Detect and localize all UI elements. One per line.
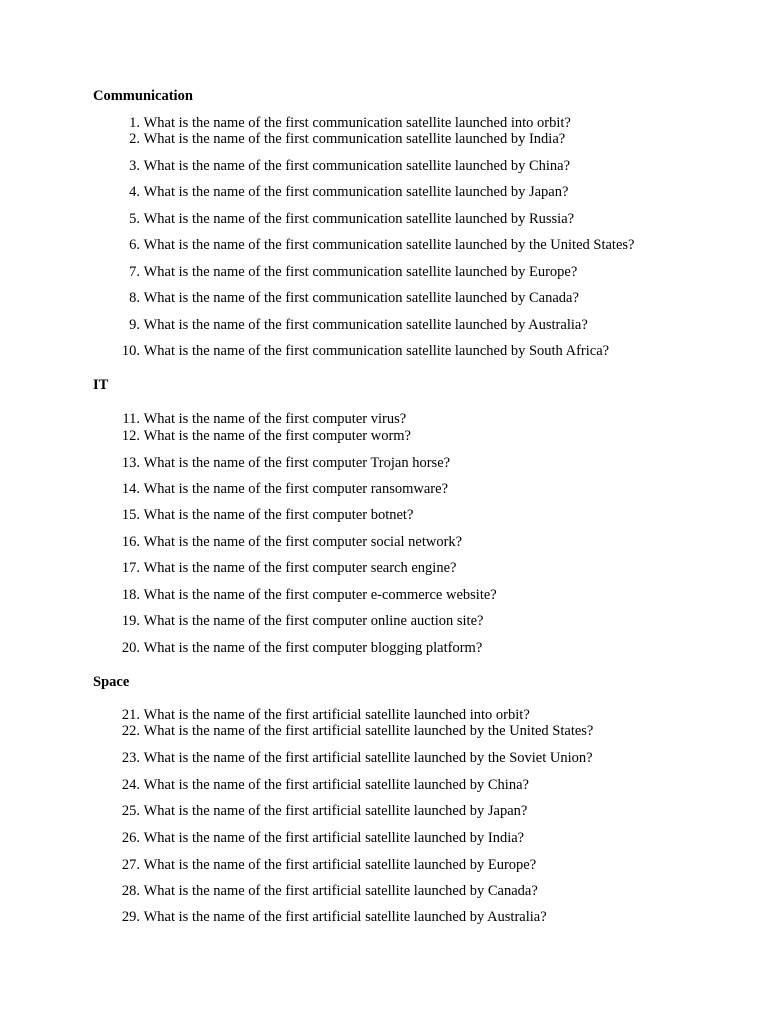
item-text: What is the name of the first artificial satellite launched by Canada? xyxy=(143,883,538,899)
item-number: 6. xyxy=(129,237,140,253)
item-text: What is the name of the first computer Trojan horse? xyxy=(143,455,451,471)
item-number: 17. xyxy=(121,560,140,576)
item-text: What is the name of the first artificial satellite launched by the United States? xyxy=(143,723,594,739)
item-text: What is the name of the first computer botnet? xyxy=(143,507,414,523)
item-number: 23. xyxy=(121,750,140,766)
item-text: What is the name of the first communication satellite launched by Europe? xyxy=(143,264,578,280)
item-number: 7. xyxy=(129,264,140,280)
item-text: What is the name of the first computer online auction site? xyxy=(143,613,484,629)
list-item xyxy=(104,612,483,630)
list-item xyxy=(104,157,570,175)
item-text: What is the name of the first computer search engine? xyxy=(143,560,457,576)
item-number: 5. xyxy=(129,211,140,227)
list-item xyxy=(104,908,547,926)
list-item xyxy=(104,236,634,254)
section-heading-communication: Communication xyxy=(93,88,193,104)
item-text: What is the name of the first artificial satellite launched by Australia? xyxy=(143,909,547,925)
item-text: What is the name of the first communication satellite launched by Japan? xyxy=(143,184,569,200)
item-text: What is the name of the first computer social network? xyxy=(143,534,463,550)
item-text: What is the name of the first communication satellite launched by Canada? xyxy=(143,290,579,306)
item-text: What is the name of the first computer e-commerce website? xyxy=(143,587,497,603)
item-number: 22. xyxy=(121,723,140,739)
item-number: 4. xyxy=(129,184,140,200)
list-item xyxy=(104,639,482,657)
item-number: 24. xyxy=(121,777,140,793)
item-number: 15. xyxy=(121,507,140,523)
item-number: 19. xyxy=(121,613,140,629)
item-number: 26. xyxy=(121,830,140,846)
list-item xyxy=(104,802,527,820)
item-number: 21. xyxy=(121,707,140,723)
list-item xyxy=(104,722,593,740)
item-number: 29. xyxy=(121,909,140,925)
item-text: What is the name of the first communication satellite launched into orbit? xyxy=(143,115,571,131)
item-number: 16. xyxy=(121,534,140,550)
item-number: 1. xyxy=(129,115,140,131)
item-number: 18. xyxy=(121,587,140,603)
list-item xyxy=(104,586,497,604)
list-item xyxy=(104,829,524,847)
item-text: What is the name of the first communication satellite launched by South Africa? xyxy=(143,343,610,359)
item-number: 14. xyxy=(121,481,140,497)
item-number: 28. xyxy=(121,883,140,899)
item-number: 25. xyxy=(121,803,140,819)
item-number: 27. xyxy=(121,857,140,873)
list-item xyxy=(104,506,413,524)
item-text: What is the name of the first communication satellite launched by Russia? xyxy=(143,211,575,227)
item-text: What is the name of the first artificial satellite launched by China? xyxy=(143,777,529,793)
item-text: What is the name of the first computer worm? xyxy=(143,428,411,444)
list-item xyxy=(104,559,456,577)
item-text: What is the name of the first artificial satellite launched by India? xyxy=(143,830,525,846)
item-number: 8. xyxy=(129,290,140,306)
item-text: What is the name of the first artificial satellite launched into orbit? xyxy=(143,707,530,723)
list-item xyxy=(104,427,411,445)
item-number: 13. xyxy=(121,455,140,471)
list-item xyxy=(104,749,593,767)
item-text: What is the name of the first artificial satellite launched by Japan? xyxy=(143,803,528,819)
section-heading-space: Space xyxy=(93,674,130,690)
list-item xyxy=(104,480,448,498)
list-item xyxy=(104,130,565,148)
item-text: What is the name of the first computer virus? xyxy=(143,411,407,427)
item-text: What is the name of the first communication satellite launched by China? xyxy=(143,158,571,174)
item-number: 11. xyxy=(122,411,140,427)
item-number: 2. xyxy=(129,131,140,147)
item-number: 10. xyxy=(121,343,140,359)
item-text: What is the name of the first computer ransomware? xyxy=(143,481,449,497)
list-item xyxy=(104,454,450,472)
item-text: What is the name of the first computer blogging platform? xyxy=(143,640,483,656)
list-item xyxy=(104,776,529,794)
item-text: What is the name of the first communication satellite launched by India? xyxy=(143,131,566,147)
list-item xyxy=(104,183,568,201)
item-number: 20. xyxy=(121,640,140,656)
item-text: What is the name of the first communication satellite launched by the United States? xyxy=(143,237,635,253)
list-item xyxy=(104,410,406,428)
list-item xyxy=(104,342,609,360)
list-item xyxy=(104,316,588,334)
item-text: What is the name of the first artificial satellite launched by Europe? xyxy=(143,857,537,873)
item-number: 9. xyxy=(129,317,140,333)
section-heading-it: IT xyxy=(93,377,109,393)
list-item xyxy=(104,856,536,874)
item-number: 3. xyxy=(129,158,140,174)
item-text: What is the name of the first artificial satellite launched by the Soviet Union? xyxy=(143,750,593,766)
list-item xyxy=(104,882,538,900)
list-item xyxy=(104,533,462,551)
item-text: What is the name of the first communication satellite launched by Australia? xyxy=(143,317,588,333)
item-number: 12. xyxy=(121,428,140,444)
list-item xyxy=(104,263,577,281)
list-item xyxy=(104,210,574,228)
list-item xyxy=(104,289,579,307)
